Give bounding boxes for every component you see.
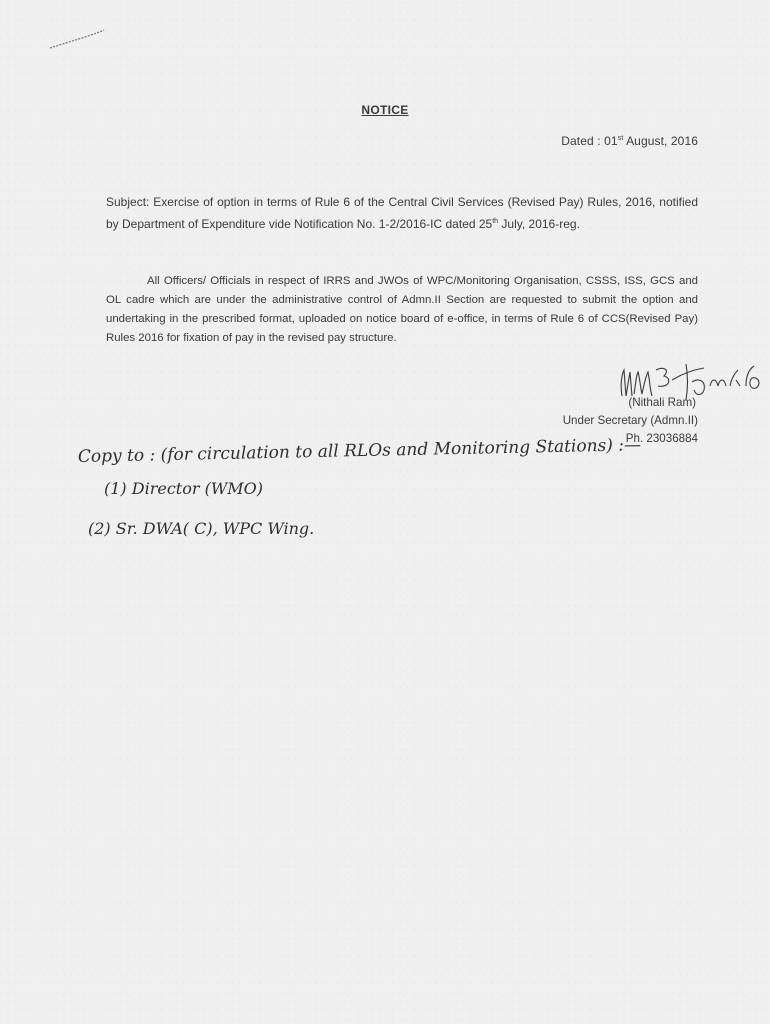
date-suffix: August, 2016 [623, 134, 698, 148]
subject-text: Subject: Exercise of option in terms of Rule 6 of the Central Civil Services (Revised Pay) Rules, 2016, notified by Department of Expenditure vide Notification No. 1-2/2016-IC dated 25 [106, 195, 698, 231]
handwritten-copy-line: Copy to : (for circulation to all RLOs and Monitoring Stations) :— [77, 435, 642, 467]
body-text: All Officers/ Officials in respect of IRRS and JWOs of WPC/Monitoring Organisation, CSSS, ISS, GCS and OL cadre which are under the administrative control of Admn.II Section are requested to submit the option and undertaking in the prescribed format, uploaded on notice board of e-office, in terms of Rule 6 of CCS(Revised Pay) Rules 2016 for fixation of pay in the revised pay structure. [106, 275, 698, 344]
signatory-name: (Nithali Ram) [628, 396, 696, 409]
body-paragraph [106, 272, 698, 348]
signatory-designation: Under Secretary (Admn.II) [562, 414, 698, 427]
notice-title-text: NOTICE [361, 103, 409, 117]
date-ordinal: st [617, 135, 624, 142]
date-line [561, 134, 698, 148]
subject-text-end: July, 2016-reg. [498, 217, 580, 231]
handwritten-item-2: (2) Sr. DWA( C), WPC Wing. [88, 519, 315, 538]
notice-heading [0, 103, 770, 117]
date-prefix: Dated : 01 [561, 134, 618, 148]
handwritten-item-1: (1) Director (WMO) [104, 479, 263, 498]
subject-paragraph [106, 193, 698, 234]
subject-ordinal: th [492, 218, 499, 225]
pen-scratch-mark [48, 26, 108, 52]
signatory-block [563, 394, 698, 448]
signatory-phone: Ph. 23036884 [625, 432, 698, 445]
